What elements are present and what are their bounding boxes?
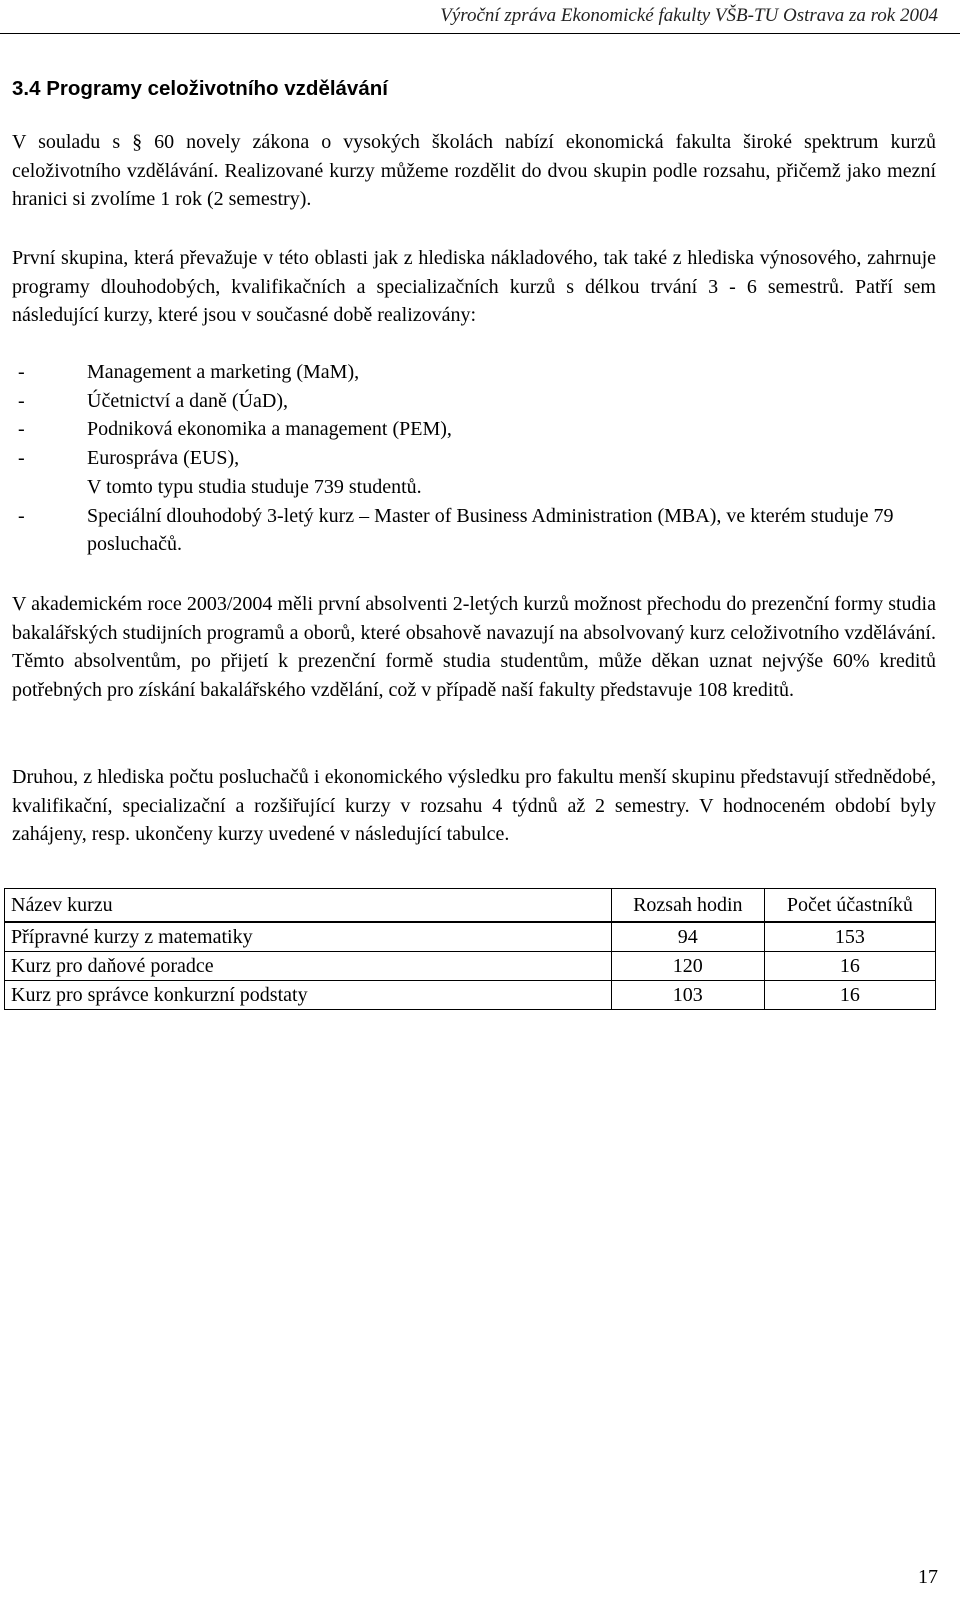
column-header-hours: Rozsah hodin [611, 889, 764, 923]
list-item [12, 415, 936, 444]
table-row [5, 952, 936, 981]
list-dash: - [18, 361, 25, 383]
participants-cell: 16 [764, 952, 935, 981]
column-header-course-name: Název kurzu [5, 889, 612, 923]
graduates-paragraph: V akademickém roce 2003/2004 měli první absolventi 2-letých kurzů možnost přechodu do prezenční formy studia bakalářských studijních programů a oborů, které obsahově navazují na absolvovaný kurz celoživotního vzdělávání. Těmto absolventům, po přijetí k prezenční formě studia studentům, může děkan uznat nejvýše 60% kreditů potřebných pro získání bakalářského vzdělání, což v případě naší fakulty představuje 108 kreditů. [12, 593, 936, 702]
list-item-text: Management a marketing (MaM), [87, 361, 360, 383]
participants-cell: 153 [764, 922, 935, 952]
list-dash: - [18, 418, 25, 441]
list-dash: - [18, 389, 25, 412]
list-dash: - [18, 504, 25, 527]
hours-cell: 94 [611, 922, 764, 952]
first-group-paragraph: První skupina, která převažuje v této oblasti jak z hlediska nákladového, tak také z hlediska výnosového, zahrnuje programy dlouhodobých, kvalifikačních a specializačních kurzů s délkou trvání 3 - 6 semestrů. Patří sem následující kurzy, které jsou v současné době realizovány: [12, 247, 936, 327]
intro-paragraph: V souladu s § 60 novely zákona o vysokých školách nabízí ekonomická fakulta široké spektrum kurzů celoživotního vzdělávání. Realizované kurzy můžeme rozdělit do dvou skupin podle rozsahu, přičemž jako mezní hranici si zvolíme 1 rok (2 semestry). [12, 131, 936, 211]
hours-cell: 103 [611, 981, 764, 1010]
list-item-text: Podniková ekonomika a management (PEM), [87, 418, 452, 441]
list-item-text: Speciální dlouhodobý 3-letý kurz – Master of Business Administration (MBA), ve kterém studuje 79 posluchačů. [87, 504, 894, 556]
table-header-row [5, 889, 936, 923]
second-group-paragraph: Druhou, z hlediska počtu posluchačů i ekonomického výsledku pro fakultu menší skupinu představují střednědobé, kvalifikační, specializační a rozšiřující kurzy v rozsahu 4 týdnů až 2 semestry. V hodnoceném období byly zahájeny, resp. ukončeny kurzy uvedené v následující tabulce. [12, 766, 936, 846]
course-name-cell: Kurz pro správce konkurzní podstaty [5, 981, 612, 1010]
table-row [5, 981, 936, 1010]
course-name-cell: Kurz pro daňové poradce [5, 952, 612, 981]
list-item-text: Účetnictví a daně (ÚaD), [87, 389, 289, 412]
list-item [12, 444, 936, 473]
list-dash: - [18, 447, 25, 470]
list-item-text: Eurospráva (EUS), [87, 447, 240, 470]
header-divider [0, 33, 960, 34]
course-list [12, 358, 936, 559]
students-note: V tomto typu studia studuje 739 studentů. [87, 475, 422, 498]
page-number: 17 [918, 1566, 938, 1588]
column-header-participants: Počet účastníků [764, 889, 935, 923]
running-header: Výroční zpráva Ekonomické fakulty VŠB-TU Ostrava za rok 2004 [440, 5, 938, 26]
list-item [12, 358, 936, 387]
list-item [12, 502, 936, 559]
table-row [5, 922, 936, 952]
section-title: 3.4 Programy celoživotního vzdělávání [12, 77, 388, 100]
list-item [12, 387, 936, 416]
hours-cell: 120 [611, 952, 764, 981]
participants-cell: 16 [764, 981, 935, 1010]
course-name-cell: Přípravné kurzy z matematiky [5, 922, 612, 952]
course-table [4, 888, 936, 1010]
